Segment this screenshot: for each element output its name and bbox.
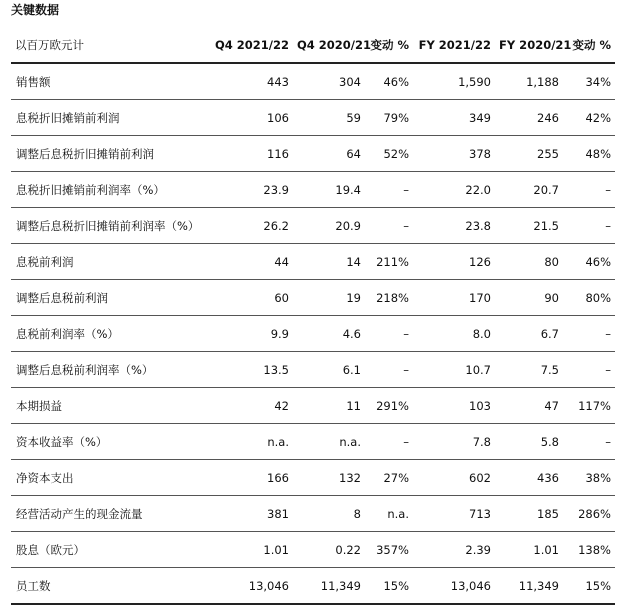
table-cell: 11 [293,388,365,424]
row-label: 经营活动产生的现金流量 [11,496,211,532]
table-cell: 14 [293,244,365,280]
table-cell: 11,349 [293,568,365,605]
table-cell: 185 [495,496,563,532]
table-cell: 106 [211,100,293,136]
table-row [11,280,615,316]
table-row [11,136,615,172]
table-cell: 170 [413,280,495,316]
table-cell: 8.0 [413,316,495,352]
table-cell: 13,046 [413,568,495,605]
page-title: 关键数据 [11,3,60,17]
table-cell: 15% [365,568,413,605]
row-label: 息税前利润率（%） [11,316,211,352]
row-label: 调整后息税折旧摊销前利润 [11,136,211,172]
table-cell: 304 [293,63,365,100]
table-row [11,352,615,388]
table-cell: 64 [293,136,365,172]
table-cell: 381 [211,496,293,532]
table-cell: 26.2 [211,208,293,244]
table-cell: 246 [495,100,563,136]
column-header-q4-2020-21: Q4 2020/21 [293,28,365,63]
row-label: 净资本支出 [11,460,211,496]
table-cell: 60 [211,280,293,316]
row-label: 资本收益率（%） [11,424,211,460]
table-cell: – [563,208,615,244]
table-cell: 80 [495,244,563,280]
table-row [11,244,615,280]
table-cell: 13.5 [211,352,293,388]
table-cell: 211% [365,244,413,280]
table-cell: 166 [211,460,293,496]
table-cell: 38% [563,460,615,496]
table-row [11,568,615,605]
table-cell: 23.8 [413,208,495,244]
row-label: 息税前利润 [11,244,211,280]
table-cell: 79% [365,100,413,136]
table-cell: 42% [563,100,615,136]
table-cell: – [365,208,413,244]
table-row [11,172,615,208]
table-cell: 80% [563,280,615,316]
table-cell: 27% [365,460,413,496]
table-cell: 1.01 [211,532,293,568]
key-figures-table [11,28,615,605]
table-cell: n.a. [211,424,293,460]
table-cell: 44 [211,244,293,280]
table-cell: – [365,352,413,388]
table-cell: 357% [365,532,413,568]
table-cell: 218% [365,280,413,316]
table-cell: – [563,352,615,388]
row-label: 调整后息税折旧摊销前利润率（%） [11,208,211,244]
row-label: 息税折旧摊销前利润率（%） [11,172,211,208]
table-cell: n.a. [293,424,365,460]
table-cell: 0.22 [293,532,365,568]
table-cell: 4.6 [293,316,365,352]
table-cell: 5.8 [495,424,563,460]
column-header-q4-change: 变动 % [365,28,413,63]
table-cell: 6.7 [495,316,563,352]
table-cell: 19 [293,280,365,316]
table-cell: – [365,424,413,460]
table-cell: 132 [293,460,365,496]
table-cell: 59 [293,100,365,136]
table-cell: – [563,424,615,460]
table-cell: n.a. [365,496,413,532]
table-cell: – [563,172,615,208]
table-cell: 11,349 [495,568,563,605]
table-row [11,496,615,532]
row-label: 调整后息税前利润 [11,280,211,316]
table-cell: 1,590 [413,63,495,100]
table-cell: 20.7 [495,172,563,208]
table-cell: 349 [413,100,495,136]
table-row [11,388,615,424]
table-cell: 8 [293,496,365,532]
column-header-fy-change: 变动 % [563,28,615,63]
table-cell: 138% [563,532,615,568]
table-row [11,532,615,568]
table-cell: 47 [495,388,563,424]
table-cell: 6.1 [293,352,365,388]
unit-label: 以百万欧元计 [11,28,211,63]
table-cell: 22.0 [413,172,495,208]
table-cell: – [365,316,413,352]
table-cell: 443 [211,63,293,100]
table-header-row [11,28,615,63]
table-cell: – [365,172,413,208]
column-header-q4-2021-22: Q4 2021/22 [211,28,293,63]
table-cell: 23.9 [211,172,293,208]
column-header-fy-2021-22: FY 2021/22 [413,28,495,63]
table-cell: 52% [365,136,413,172]
table-cell: 117% [563,388,615,424]
table-body [11,63,615,604]
table-cell: 7.8 [413,424,495,460]
table-row [11,424,615,460]
table-cell: 21.5 [495,208,563,244]
table-cell: 20.9 [293,208,365,244]
table-cell: 602 [413,460,495,496]
table-cell: 9.9 [211,316,293,352]
row-label: 销售额 [11,63,211,100]
table-cell: 291% [365,388,413,424]
table-row [11,208,615,244]
table-cell: 7.5 [495,352,563,388]
table-cell: 713 [413,496,495,532]
row-label: 息税折旧摊销前利润 [11,100,211,136]
table-cell: 34% [563,63,615,100]
column-header-fy-2020-21: FY 2020/21 [495,28,563,63]
row-label: 股息（欧元） [11,532,211,568]
table-cell: 436 [495,460,563,496]
table-cell: 15% [563,568,615,605]
table-cell: 255 [495,136,563,172]
row-label: 本期损益 [11,388,211,424]
table-cell: 10.7 [413,352,495,388]
table-cell: 46% [365,63,413,100]
table-row [11,100,615,136]
table-cell: 1,188 [495,63,563,100]
table-row [11,460,615,496]
table-row [11,316,615,352]
table-row [11,63,615,100]
table-cell: 13,046 [211,568,293,605]
table-cell: – [563,316,615,352]
table-cell: 42 [211,388,293,424]
table-cell: 90 [495,280,563,316]
table-cell: 116 [211,136,293,172]
table-cell: 286% [563,496,615,532]
table-cell: 19.4 [293,172,365,208]
table-cell: 126 [413,244,495,280]
table-cell: 46% [563,244,615,280]
table-cell: 103 [413,388,495,424]
table-cell: 2.39 [413,532,495,568]
table-cell: 48% [563,136,615,172]
row-label: 调整后息税前利润率（%） [11,352,211,388]
row-label: 员工数 [11,568,211,605]
table-cell: 378 [413,136,495,172]
table-cell: 1.01 [495,532,563,568]
